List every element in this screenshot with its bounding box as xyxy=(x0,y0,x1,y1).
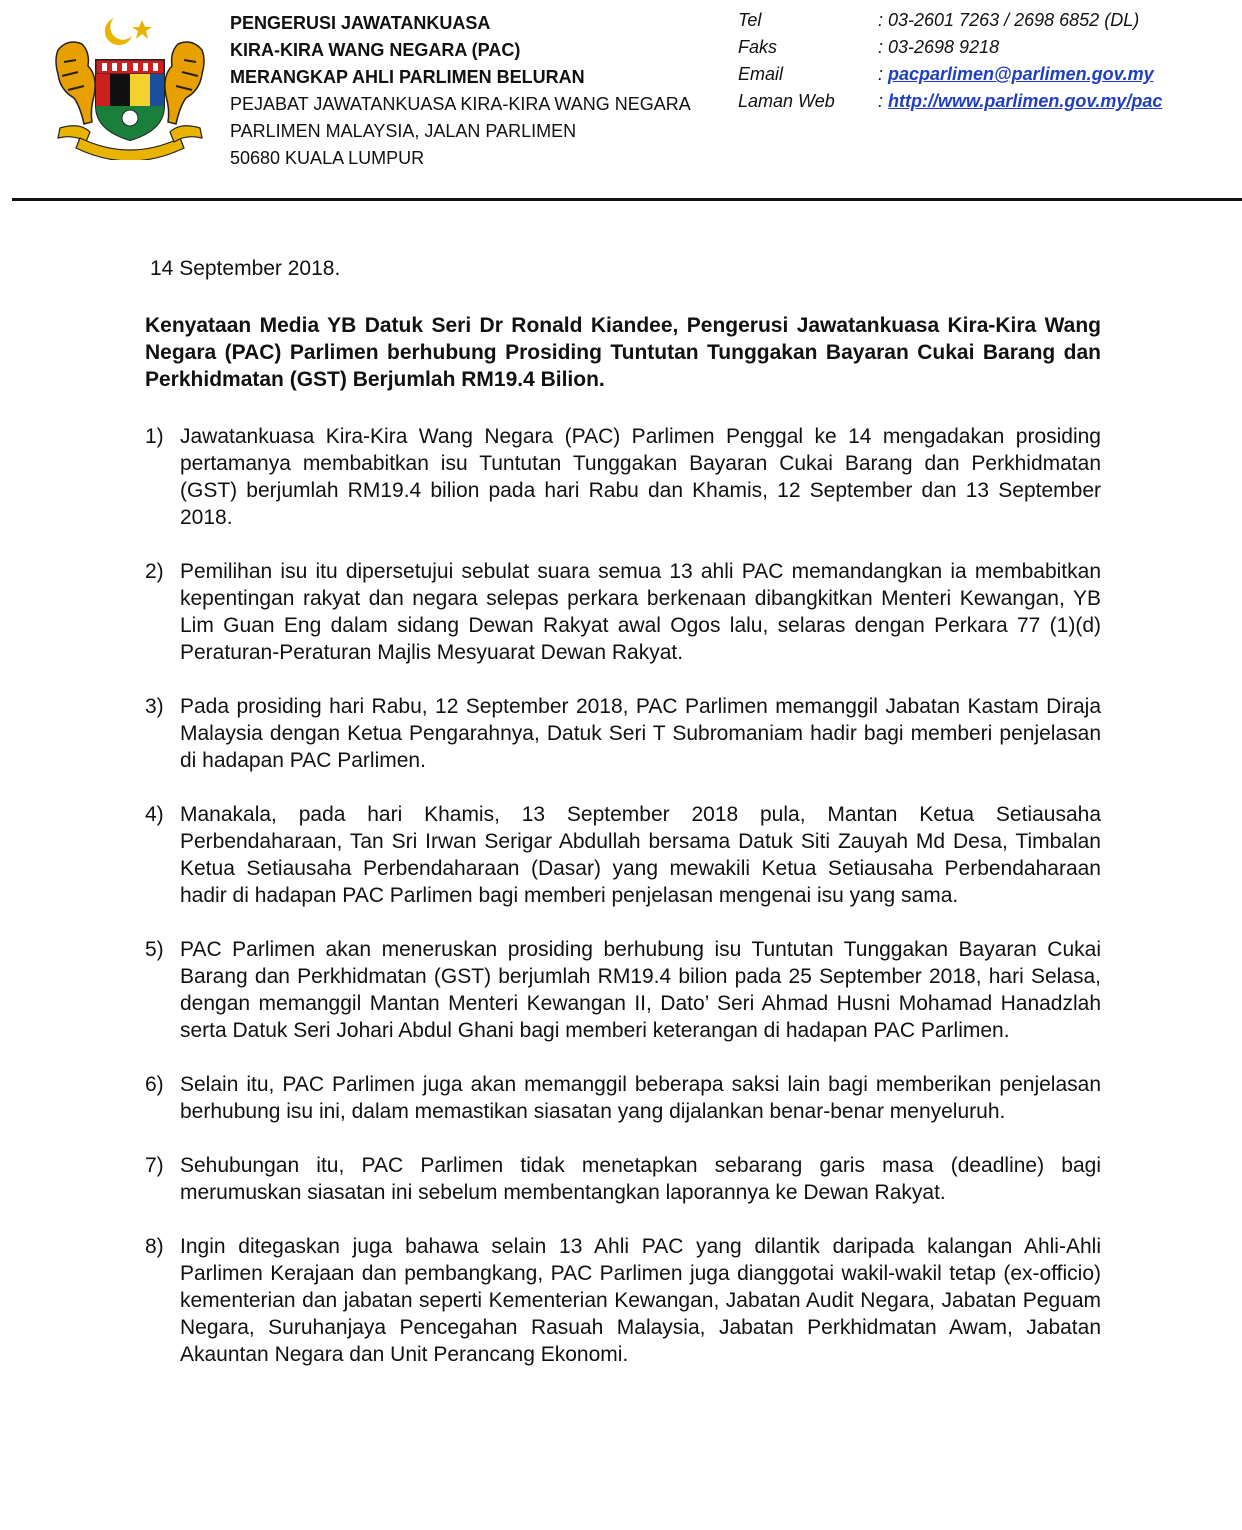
address-line: PARLIMEN MALAYSIA, JALAN PARLIMEN xyxy=(230,121,577,141)
statement-point xyxy=(145,423,1101,531)
point-number: 7) xyxy=(145,1154,164,1177)
coat-of-arms-icon xyxy=(50,10,210,160)
letterhead xyxy=(0,0,1242,200)
point-number: 8) xyxy=(145,1235,164,1258)
point-number: 4) xyxy=(145,803,164,826)
statement-date: 14 September 2018. xyxy=(150,257,341,280)
org-title-line: PENGERUSI JAWATANKUASA xyxy=(230,13,491,33)
contact-value: : pacparlimen@parlimen.gov.my xyxy=(878,64,1154,84)
point-number: 5) xyxy=(145,938,164,961)
contact-details xyxy=(738,7,1162,115)
contact-label: Tel xyxy=(738,10,762,30)
contact-row-tel xyxy=(738,7,1162,34)
point-number: 1) xyxy=(145,425,164,448)
point-text: Sehubungan itu, PAC Parlimen tidak menetapkan sebarang garis masa (deadline) bagi merumuskan siasatan ini sebelum membentangkan laporannya ke Dewan Rakyat. xyxy=(180,1154,1101,1204)
statement-point xyxy=(145,1233,1101,1368)
point-text: Ingin ditegaskan juga bahawa selain 13 Ahli PAC yang dilantik daripada kalangan Ahli-Ahli Parlimen Kerajaan dan pembangkang, PAC Parlimen juga dianggotai wakil-wakil tetap (ex-officio) kementerian dan jabatan seperti Kementerian Kewangan, Jabatan Audit Negara, Jabatan Peguam Negara, Suruhanjaya Pencegahan Rasuah Malaysia, Jabatan Perkhidmatan Awam, Jabatan Akauntan Negara dan Unit Perancang Ekonomi. xyxy=(180,1235,1101,1366)
point-number: 6) xyxy=(145,1073,164,1096)
contact-label: Laman Web xyxy=(738,91,835,111)
point-number: 2) xyxy=(145,560,164,583)
contact-row-website xyxy=(738,88,1162,115)
statement-point xyxy=(145,693,1101,774)
statement-point xyxy=(145,801,1101,909)
email-link[interactable]: pacparlimen@parlimen.gov.my xyxy=(888,64,1154,84)
contact-value: : 03-2601 7263 / 2698 6852 (DL) xyxy=(878,10,1140,30)
point-text: PAC Parlimen akan meneruskan prosiding berhubung isu Tuntutan Tunggakan Bayaran Cukai Barang dan Perkhidmatan (GST) berjumlah RM19.4 bilion pada 25 September 2018, hari Selasa, dengan memanggil Mantan Menteri Kewangan II, Dato’ Seri Ahmad Husni Mohamad Hanadzlah serta Datuk Seri Johari Abdul Ghani bagi memberi keterangan di hadapan PAC Parlimen. xyxy=(180,938,1101,1042)
address-line: 50680 KUALA LUMPUR xyxy=(230,148,425,168)
statement-point xyxy=(145,1152,1101,1206)
contact-row-fax xyxy=(738,34,1162,61)
organisation-address xyxy=(230,10,691,172)
header-divider xyxy=(12,198,1242,201)
contact-label: Email xyxy=(738,64,784,84)
website-link[interactable]: http://www.parlimen.gov.my/pac xyxy=(888,91,1163,111)
org-title-line: KIRA-KIRA WANG NEGARA (PAC) xyxy=(230,40,521,60)
statement-points xyxy=(145,423,1101,1368)
point-number: 3) xyxy=(145,695,164,718)
contact-value: : 03-2698 9218 xyxy=(878,37,1000,57)
statement-title: Kenyataan Media YB Datuk Seri Dr Ronald Kiandee, Pengerusi Jawatankuasa Kira-Kira Wang Negara (PAC) Parlimen berhubung Prosiding Tuntutan Tunggakan Bayaran Cukai Barang dan Perkhidmatan (GST) Berjumlah RM19.4 Bilion. xyxy=(145,314,1101,391)
point-text: Manakala, pada hari Khamis, 13 September 2018 pula, Mantan Ketua Setiausaha Perbendaharaan, Tan Sri Irwan Serigar Abdullah bersama Datuk Siti Zauyah Md Desa, Timbalan Ketua Setiausaha Perbendaharaan (Dasar) yang mewakili Ketua Setiausaha Perbendaharaan hadir di hadapan PAC Parlimen bagi memberi penjelasan mengenai isu yang sama. xyxy=(180,803,1101,907)
point-text: Pada prosiding hari Rabu, 12 September 2018, PAC Parlimen memanggil Jabatan Kastam Diraja Malaysia dengan Ketua Pengarahnya, Datuk Seri T Subromaniam hadir bagi memberi penjelasan di hadapan PAC Parlimen. xyxy=(180,695,1101,772)
contact-row-email xyxy=(738,61,1162,88)
point-text: Pemilihan isu itu dipersetujui sebulat suara semua 13 ahli PAC memandangkan ia membabitkan kepentingan rakyat dan negara selepas perkara berkenaan dibangkitkan Menteri Kewangan, YB Lim Guan Eng dalam sidang Dewan Rakyat awal Ogos lalu, selaras dengan Perkara 77 (1)(d) Peraturan-Peraturan Majlis Mesyuarat Dewan Rakyat. xyxy=(180,560,1101,664)
point-text: Jawatankuasa Kira-Kira Wang Negara (PAC) Parlimen Penggal ke 14 mengadakan prosiding pertamanya membabitkan isu Tuntutan Tunggakan Bayaran Cukai Barang dan Perkhidmatan (GST) berjumlah RM19.4 bilion pada hari Rabu dan Khamis, 12 September dan 13 September 2018. xyxy=(180,425,1101,529)
statement-point xyxy=(145,936,1101,1044)
point-text: Selain itu, PAC Parlimen juga akan memanggil beberapa saksi lain bagi memberikan penjelasan berhubung isu ini, dalam memastikan siasatan yang dijalankan benar-benar menyeluruh. xyxy=(180,1073,1101,1123)
contact-value: : http://www.parlimen.gov.my/pac xyxy=(878,91,1163,111)
statement-point xyxy=(145,1071,1101,1125)
statement-point xyxy=(145,558,1101,666)
org-title-line: MERANGKAP AHLI PARLIMEN BELURAN xyxy=(230,67,585,87)
address-line: PEJABAT JAWATANKUASA KIRA-KIRA WANG NEGARA xyxy=(230,94,691,114)
contact-label: Faks xyxy=(738,37,778,57)
